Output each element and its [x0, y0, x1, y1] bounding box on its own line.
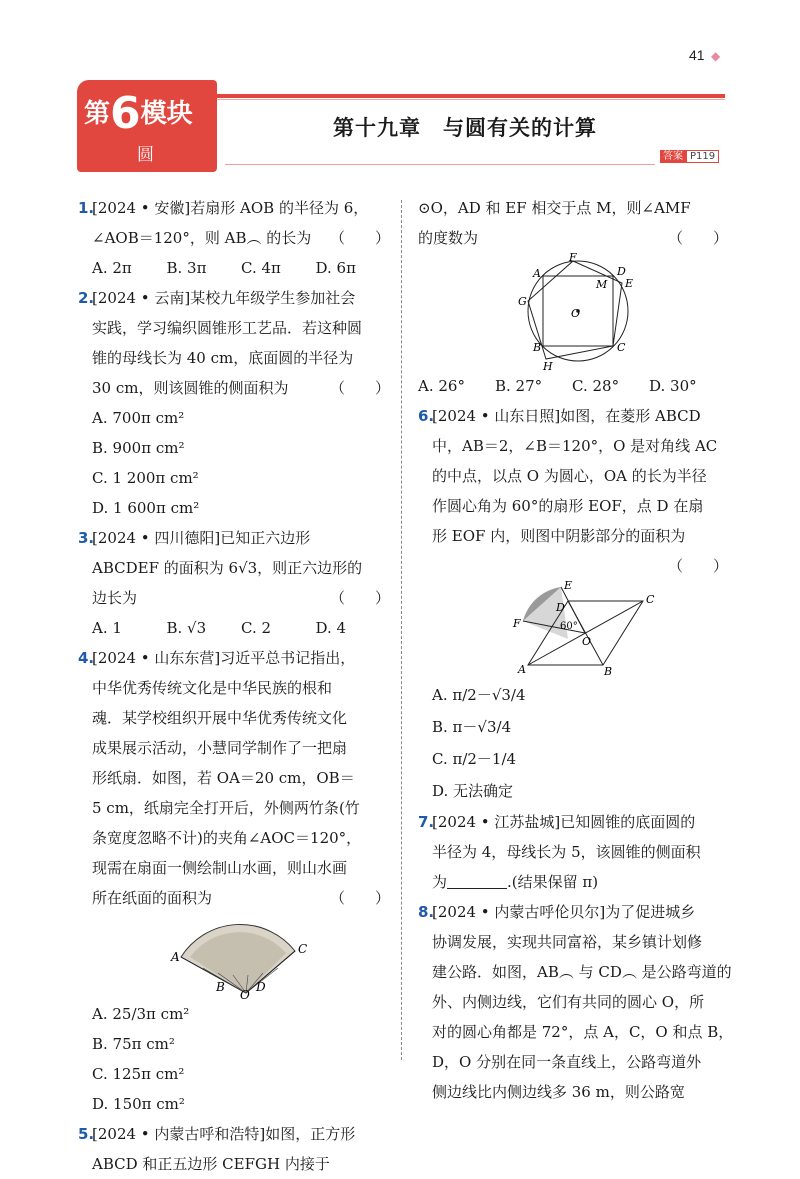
- fig-label-e: E: [625, 277, 634, 290]
- question-text: 建公路．如图，AB︵ 与 CD︵ 是公路弯道的: [432, 963, 732, 981]
- chapter-title: 第十九章 与圆有关的计算: [333, 116, 597, 140]
- question-number: 1.: [78, 199, 95, 217]
- question-5: [78, 1119, 390, 1179]
- option-a: A. 1: [92, 619, 122, 637]
- fig-label-m: M: [596, 278, 608, 291]
- option-c: C. 4π: [241, 259, 281, 277]
- question-text: 锥的母线长为 40 cm，底面圆的半径为: [92, 349, 354, 367]
- question-text: ABCD 和正五边形 CEFGH 内接于: [92, 1155, 330, 1173]
- option-b: B. √3: [166, 619, 207, 637]
- question-text: 作圆心角为 60°的扇形 EOF，点 D 在扇: [432, 497, 704, 515]
- question-text: 实践，学习编织圆锥形工艺品．若这种圆: [92, 319, 363, 337]
- question-text: 中，AB＝2，∠B＝120°，O 是对角线 AC: [432, 437, 718, 455]
- answer-bracket: （ ）: [667, 557, 728, 575]
- question-text: 的度数为: [418, 229, 479, 247]
- option-b: B. π－√3/4: [432, 718, 512, 736]
- question-number: 3.: [78, 529, 95, 547]
- fig-label-b: B: [533, 341, 542, 354]
- fig-label-d: D: [256, 980, 266, 994]
- answer-bracket: （ ）: [329, 589, 390, 607]
- fig-label-a: A: [171, 950, 180, 964]
- fig-label-e: E: [564, 581, 573, 592]
- rhombus-diagram: [418, 581, 728, 679]
- options: [432, 679, 728, 807]
- question-text: 协调发展，实现共同富裕，某乡镇计划修: [432, 933, 703, 951]
- option-d: D. 150π cm²: [92, 1095, 185, 1113]
- question-6: [418, 401, 728, 807]
- question-text: [2024 • 山东日照]如图，在菱形 ABCD: [432, 407, 701, 425]
- question-text: 外、内侧边线，它们有共同的圆心 O，所: [432, 993, 705, 1011]
- option-b: B. 27°: [495, 377, 543, 395]
- question-text: [2024 • 四川德阳]已知正六边形: [92, 529, 311, 547]
- left-column: [78, 193, 390, 1179]
- question-1: [78, 193, 390, 283]
- options: [92, 613, 390, 643]
- question-text: [2024 • 云南]某校九年级学生参加社会: [92, 289, 356, 307]
- title-bar-line: [217, 99, 725, 100]
- question-5-continued: [418, 193, 728, 401]
- question-8: [418, 897, 734, 1107]
- option-c: C. 125π cm²: [92, 1065, 185, 1083]
- question-4: [78, 643, 390, 1119]
- answer-reference[interactable]: 答案 P119: [660, 147, 719, 162]
- question-text: 条宽度忽略不计)的夹角∠AOC＝120°，: [92, 829, 362, 847]
- question-text: 形纸扇．如图，若 OA＝20 cm，OB＝: [92, 769, 355, 787]
- option-d: D. 4: [315, 619, 347, 637]
- options: [92, 253, 390, 283]
- option-a: A. 700π cm²: [92, 409, 185, 427]
- fig-label-d: D: [617, 265, 626, 278]
- question-text: ⊙O，AD 和 EF 相交于点 M，则∠AMF: [418, 199, 691, 217]
- fig-label-c: C: [646, 593, 655, 606]
- question-number: 2.: [78, 289, 95, 307]
- question-text: 魂．某学校组织开展中华优秀传统文化: [92, 709, 348, 727]
- question-text: ABCDEF 的面积为 6√3，则正六边形的: [92, 559, 363, 577]
- question-2: [78, 283, 390, 523]
- option-d: D. 1 600π cm²: [92, 499, 200, 517]
- module-label: 第6模块: [84, 88, 193, 139]
- fan-figure: [78, 913, 390, 999]
- question-text: 成果展示活动，小慧同学制作了一把扇: [92, 739, 348, 757]
- option-c: C. 28°: [572, 377, 620, 395]
- question-7: [418, 807, 728, 897]
- fig-label-c: C: [617, 341, 626, 354]
- column-divider: [401, 200, 402, 1060]
- diamond-icon: ◆: [711, 49, 721, 63]
- question-text: 中华优秀传统文化是中华民族的根和: [92, 679, 333, 697]
- fan-diagram: [78, 913, 390, 999]
- question-text: 现需在扇面一侧绘制山水画，则山水画: [92, 859, 348, 877]
- option-a: A. 26°: [418, 377, 465, 395]
- question-text: 对的圆心角都是 72°，点 A，C，O 和点 B，: [432, 1023, 734, 1041]
- fig-label-b: B: [216, 980, 225, 994]
- option-c: C. π/2－1/4: [432, 750, 517, 768]
- question-text: 所在纸面的面积为: [92, 889, 213, 907]
- rhombus-figure: [418, 581, 728, 679]
- question-number: 5.: [78, 1125, 95, 1143]
- fig-label-a: A: [518, 663, 526, 676]
- circle-polygon-diagram: [418, 253, 728, 371]
- fig-label-f: F: [569, 253, 577, 264]
- page-number: 41: [689, 47, 705, 63]
- option-c: C. 2: [241, 619, 272, 637]
- question-text: 侧边线比内侧边线多 36 m，则公路宽: [432, 1083, 685, 1101]
- fig-label-a: A: [533, 267, 541, 280]
- option-d: D. 无法确定: [432, 782, 514, 800]
- question-text: 边长为: [92, 589, 138, 607]
- fig-label-d: D: [556, 601, 565, 614]
- question-number: 7.: [418, 813, 435, 831]
- circle-polygon-figure: [418, 253, 728, 371]
- question-number: 4.: [78, 649, 95, 667]
- option-d: D. 30°: [649, 377, 697, 395]
- question-text: 半径为 4，母线长为 5，该圆锥的侧面积: [432, 843, 701, 861]
- fig-label-h: H: [543, 360, 553, 371]
- fig-label-o: O: [571, 307, 581, 320]
- question-text: [2024 • 江苏盐城]已知圆锥的底面圆的: [432, 813, 696, 831]
- question-text: 30 cm，则该圆锥的侧面积为: [92, 379, 289, 397]
- options: [92, 999, 390, 1119]
- option-a: A. 2π: [92, 259, 132, 277]
- fig-label-o: O: [582, 635, 592, 648]
- question-text: [2024 • 内蒙古呼和浩特]如图，正方形: [92, 1125, 356, 1143]
- question-3: [78, 523, 390, 643]
- option-a: A. π/2－√3/4: [432, 686, 526, 704]
- option-b: B. 3π: [166, 259, 207, 277]
- option-b: B. 75π cm²: [92, 1035, 175, 1053]
- question-text: 5 cm，纸扇完全打开后，外侧两竹条(竹: [92, 799, 360, 817]
- answer-bracket: （ ）: [329, 379, 390, 397]
- question-text: 形 EOF 内，则图中阴影部分的面积为: [432, 527, 686, 545]
- question-text: D，O 分别在同一条直线上，公路弯道外: [432, 1053, 702, 1071]
- options: [418, 371, 728, 401]
- question-number: 8.: [418, 903, 435, 921]
- question-text: ∠AOB＝120°，则 AB︵ 的长为: [92, 229, 312, 247]
- title-bar: [217, 94, 725, 98]
- fig-label-f: F: [513, 617, 521, 630]
- option-a: A. 25/3π cm²: [92, 1005, 190, 1023]
- fig-label-o: O: [240, 988, 250, 999]
- question-text: 的中点，以点 O 为圆心，OA 的长为半径: [432, 467, 707, 485]
- question-text: [2024 • 安徽]若扇形 AOB 的半径为 6，: [92, 199, 369, 217]
- answer-bracket: （ ）: [329, 229, 390, 247]
- module-subtitle: 圆: [137, 145, 154, 165]
- fig-angle-label: 60°: [560, 621, 578, 632]
- question-text: 为: [432, 873, 448, 891]
- question-text: .(结果保留 π): [507, 873, 599, 891]
- option-b: B. 900π cm²: [92, 439, 185, 457]
- fig-label-c: C: [298, 942, 308, 956]
- answer-bracket: （ ）: [667, 229, 728, 247]
- right-column: [418, 193, 734, 1107]
- fig-label-g: G: [518, 295, 527, 308]
- answer-bracket: （ ）: [329, 889, 390, 907]
- answer-blank[interactable]: [447, 874, 507, 889]
- option-d: D. 6π: [315, 259, 356, 277]
- question-number: 6.: [418, 407, 435, 425]
- title-rule: [225, 164, 655, 165]
- option-c: C. 1 200π cm²: [92, 469, 199, 487]
- fig-label-b: B: [604, 665, 613, 678]
- question-text: [2024 • 山东东营]习近平总书记指出，: [92, 649, 356, 667]
- options: [92, 403, 390, 523]
- question-text: [2024 • 内蒙古呼伦贝尔]为了促进城乡: [432, 903, 696, 921]
